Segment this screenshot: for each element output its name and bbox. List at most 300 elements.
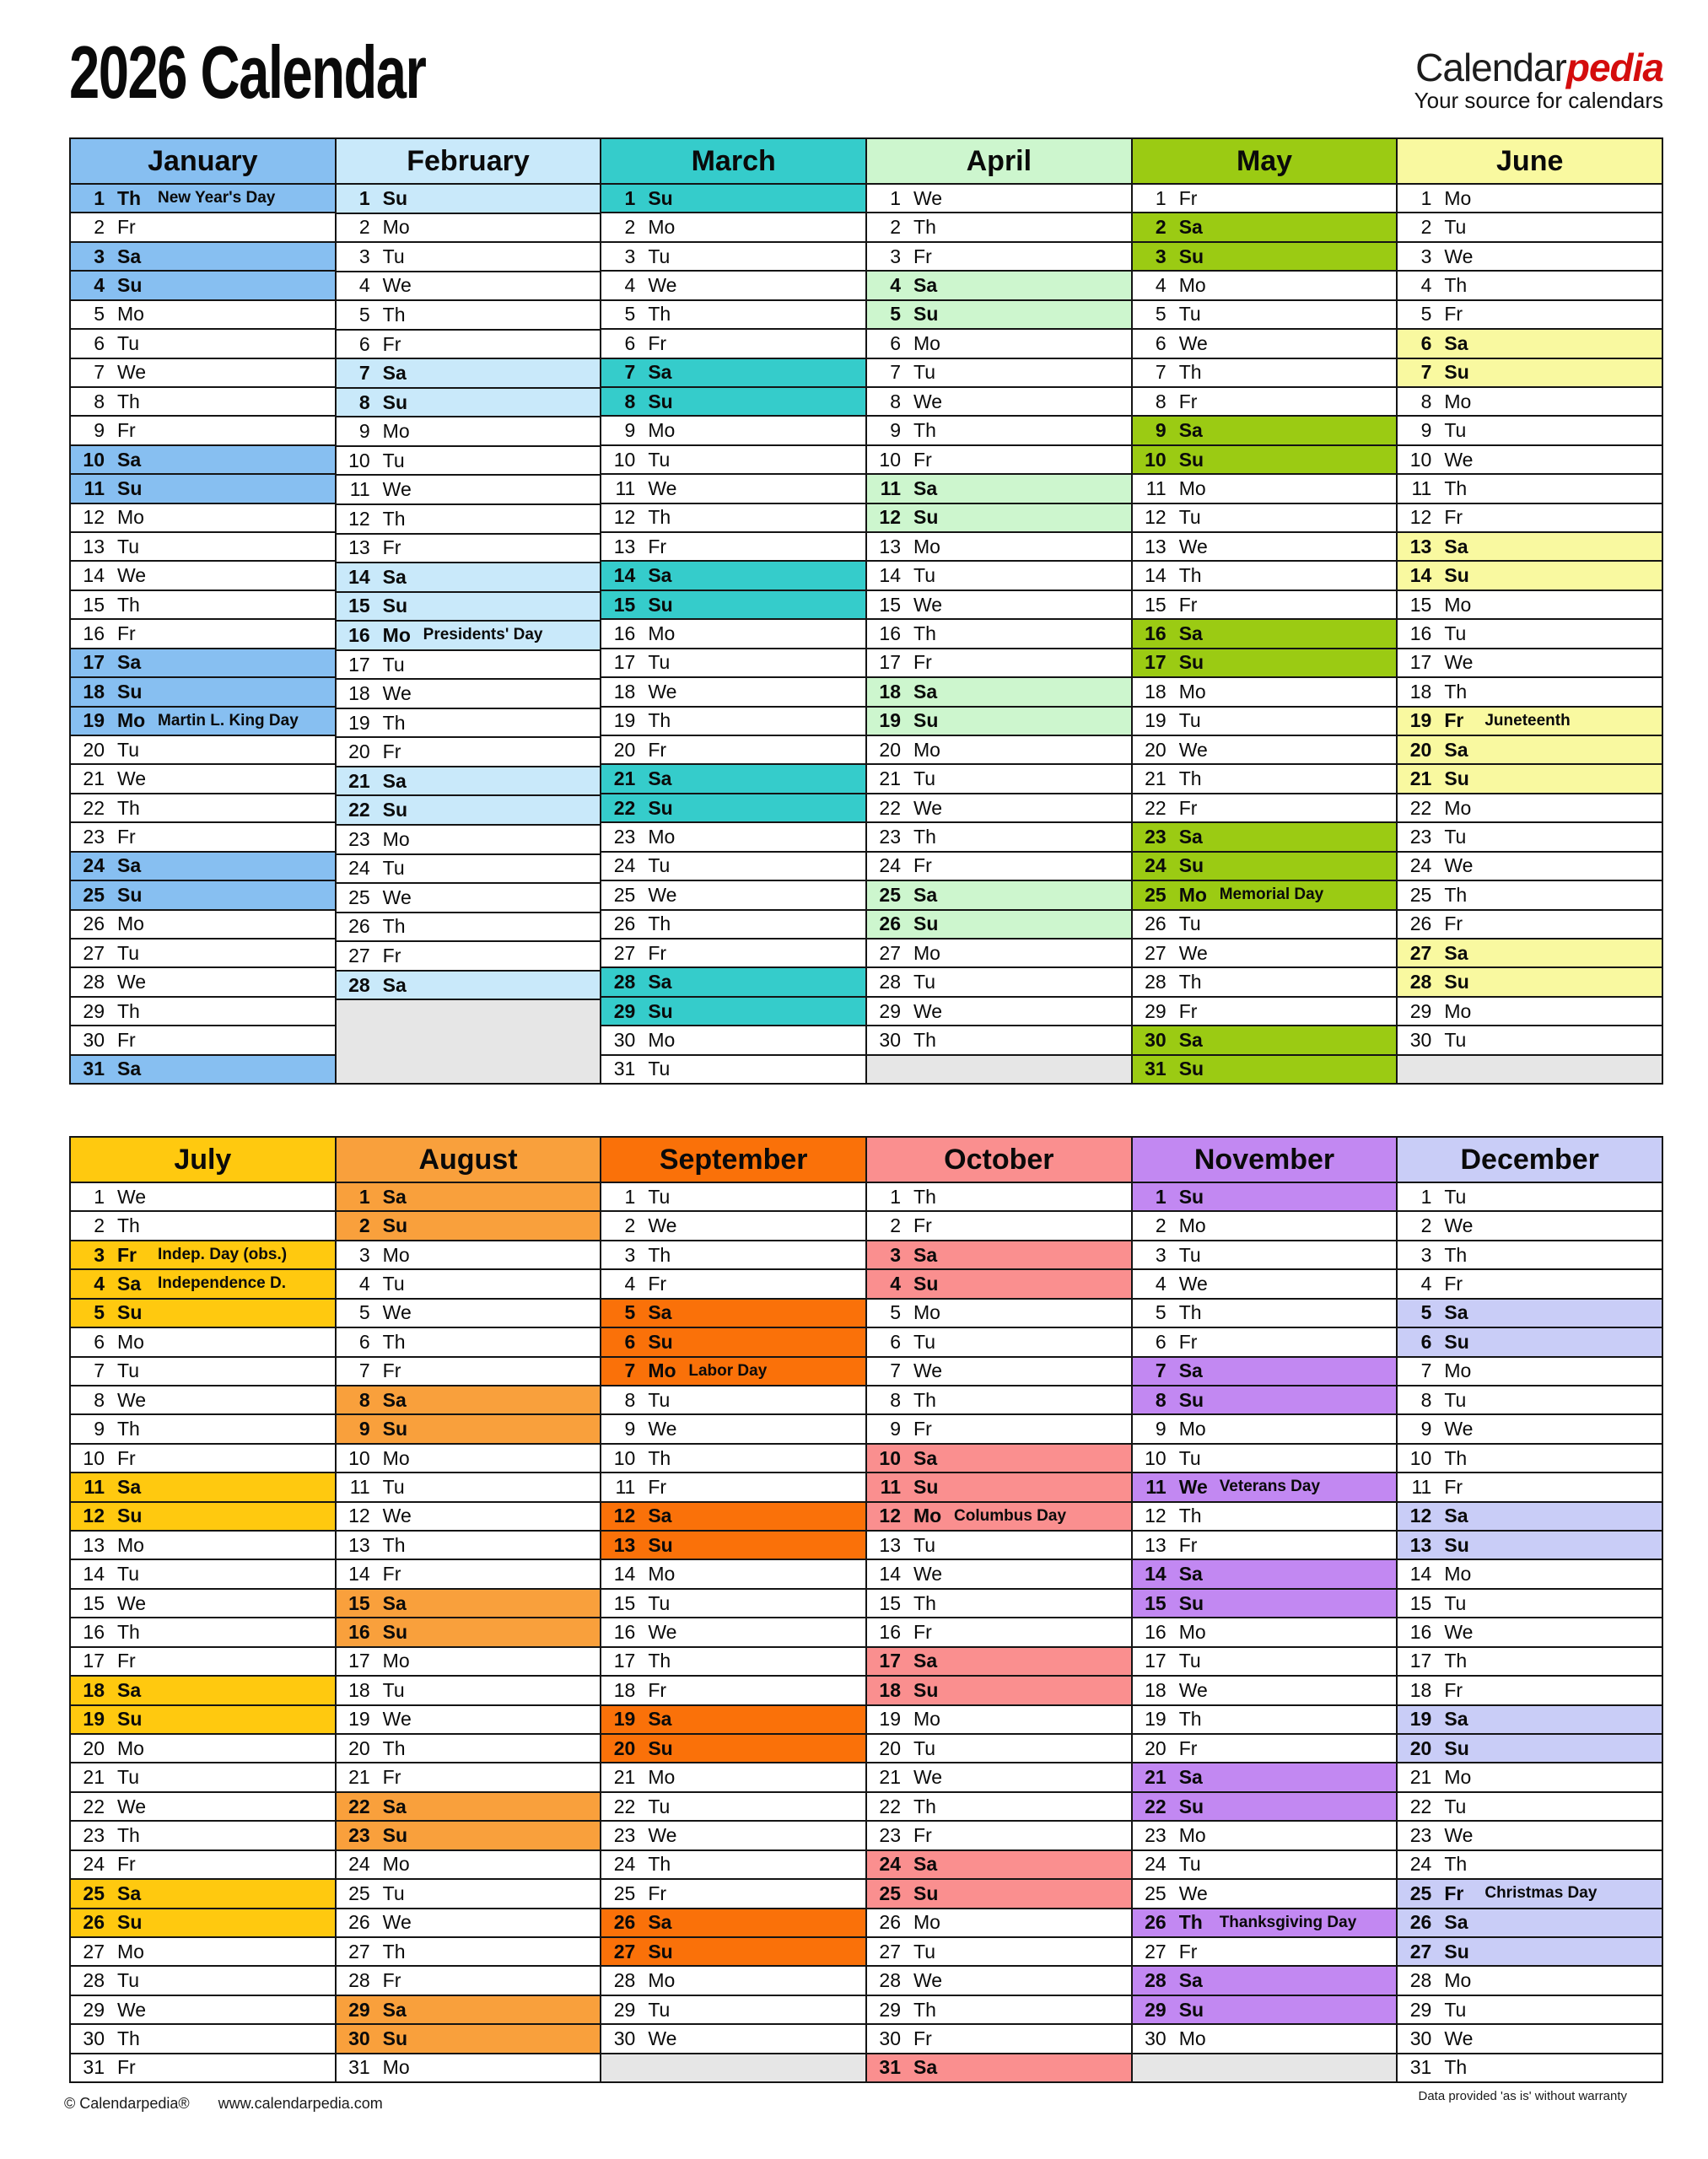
day-of-week: We [913, 390, 943, 412]
day-cell-november-12 [1133, 1503, 1397, 1532]
day-number: 26 [348, 1911, 370, 1934]
day-cell-march-13 [601, 533, 865, 562]
day-number: 19 [613, 1708, 636, 1731]
day-of-week: Th [913, 1388, 936, 1411]
day-of-week: We [382, 886, 412, 908]
day-number: 6 [890, 1330, 902, 1353]
day-number: 26 [613, 1911, 636, 1934]
day-cell-september-24 [601, 1851, 865, 1880]
day-number: 13 [83, 1533, 105, 1556]
day-number: 21 [879, 1766, 902, 1789]
day-of-week: Tu [1444, 216, 1467, 239]
day-cell-january-18 [71, 678, 335, 707]
day-of-week: Fr [913, 1823, 932, 1846]
day-cell-june-2 [1398, 213, 1662, 242]
day-number: 17 [348, 653, 370, 676]
day-cell-may-18 [1133, 678, 1397, 707]
day-of-week: Su [1178, 1388, 1204, 1411]
day-cell-may-15 [1133, 591, 1397, 620]
day-number: 22 [1409, 796, 1432, 819]
day-of-week: Th [117, 593, 140, 616]
day-number: 19 [879, 709, 902, 732]
day-of-week: Fr [1444, 506, 1463, 529]
day-number: 30 [879, 1028, 902, 1051]
day-cell-february-11 [337, 476, 601, 505]
day-number: 17 [1409, 1650, 1432, 1672]
day-cell-may-16 [1133, 620, 1397, 649]
day-of-week: Th [913, 1028, 936, 1051]
day-number: 18 [1145, 680, 1167, 703]
day-of-week: We [1178, 331, 1208, 354]
day-cell-march-20 [601, 736, 865, 765]
day-of-week: We [117, 1185, 147, 1208]
day-number: 17 [1145, 651, 1167, 674]
day-cell-november-18 [1133, 1677, 1397, 1705]
day-number: 7 [94, 1359, 105, 1382]
day-number: 27 [1145, 1940, 1167, 1962]
day-cell-december-6 [1398, 1328, 1662, 1357]
day-cell-april-28 [867, 968, 1131, 997]
day-number: 27 [1145, 941, 1167, 964]
day-of-week: Fr [1444, 1475, 1463, 1498]
day-of-week: Su [1444, 1940, 1469, 1962]
day-cell-november-11 [1133, 1473, 1397, 1502]
day-number: 28 [348, 973, 370, 996]
day-cell-april-25 [867, 881, 1131, 910]
day-cell-february-20 [337, 738, 601, 767]
day-cell-september-21 [601, 1763, 865, 1792]
day-number: 17 [1409, 651, 1432, 674]
day-of-week: Tu [648, 245, 671, 267]
day-cell-march-4 [601, 272, 865, 300]
day-cell-may-30 [1133, 1026, 1397, 1055]
day-cell-october-13 [867, 1532, 1131, 1560]
day-cell-june-7 [1398, 359, 1662, 388]
day-of-week: Fr [117, 825, 136, 848]
day-number: 2 [94, 216, 105, 239]
day-of-week: We [382, 1301, 412, 1324]
website-text: www.calendarpedia.com [218, 2095, 383, 2112]
day-cell-december-24 [1398, 1851, 1662, 1880]
day-number: 11 [84, 476, 105, 499]
day-cell-july-9 [71, 1415, 335, 1444]
logo-tagline: Your source for calendars [1414, 88, 1663, 114]
day-of-week: Su [1178, 448, 1204, 471]
day-cell-june-3 [1398, 243, 1662, 272]
holiday-label: Presidents' Day [423, 626, 543, 644]
day-of-week: We [913, 1969, 943, 1992]
day-number: 21 [1145, 767, 1167, 790]
month-header-august: August [337, 1138, 601, 1183]
day-cell-december-31 [1398, 2054, 1662, 2081]
day-of-week: Mo [117, 506, 144, 529]
day-cell-july-2 [71, 1212, 335, 1241]
day-of-week: Tu [382, 245, 405, 267]
day-of-week: Th [648, 1446, 671, 1469]
day-cell-august-24 [337, 1851, 601, 1880]
day-number: 11 [880, 476, 902, 499]
month-december [1396, 1138, 1662, 2081]
day-of-week: Mo [648, 1563, 676, 1586]
day-cell-february-17 [337, 651, 601, 681]
day-of-week: Sa [382, 1185, 407, 1208]
day-of-week: Sa [117, 651, 142, 674]
holiday-label: Veterans Day [1219, 1478, 1321, 1496]
day-of-week: Tu [117, 1563, 139, 1586]
day-of-week: Tu [648, 1591, 671, 1614]
day-cell-february-28 [337, 972, 601, 1001]
day-number: 3 [1420, 245, 1432, 267]
day-of-week: Sa [648, 1505, 672, 1527]
day-number: 2 [358, 1214, 370, 1237]
day-number: 2 [624, 216, 636, 239]
day-cell-august-8 [337, 1386, 601, 1415]
day-number: 5 [358, 1301, 370, 1324]
day-of-week: Sa [382, 565, 407, 588]
day-of-week: Mo [117, 1736, 144, 1759]
day-number: 11 [1411, 1475, 1432, 1498]
day-of-week: We [1178, 1678, 1208, 1701]
day-cell-september-27 [601, 1938, 865, 1967]
day-cell-july-23 [71, 1822, 335, 1850]
day-number: 7 [1420, 1359, 1432, 1382]
logo-text-red: pedia [1565, 46, 1663, 89]
day-cell-june-4 [1398, 272, 1662, 300]
day-number: 16 [613, 1621, 636, 1644]
day-cell-july-11 [71, 1473, 335, 1502]
day-number: 7 [1155, 361, 1167, 384]
day-cell-january-23 [71, 823, 335, 852]
day-of-week: We [1444, 854, 1474, 877]
day-cell-december-4 [1398, 1270, 1662, 1299]
day-cell-november-19 [1133, 1706, 1397, 1735]
day-of-week: We [1444, 245, 1474, 267]
day-number: 15 [1145, 1591, 1167, 1614]
day-of-week: We [117, 564, 147, 587]
day-cell-september-12 [601, 1503, 865, 1532]
day-number: 4 [94, 273, 105, 296]
day-number: 9 [94, 419, 105, 442]
day-cell-november-28 [1133, 1967, 1397, 1995]
month-september [600, 1138, 865, 2081]
day-number: 1 [890, 186, 902, 209]
day-of-week: Tu [913, 361, 936, 384]
month-header-june: June [1398, 139, 1662, 185]
day-of-week: Th [382, 711, 406, 734]
day-number: 2 [890, 216, 902, 239]
day-of-week: Mo [648, 1969, 676, 1992]
day-of-week: Th [1178, 1505, 1202, 1527]
day-cell-august-1 [337, 1183, 601, 1212]
day-number: 14 [83, 1563, 105, 1586]
month-header-may: May [1133, 139, 1397, 185]
day-of-week: Sa [913, 273, 938, 296]
day-of-week: Tu [382, 653, 405, 676]
day-number: 30 [1145, 2027, 1167, 2049]
day-of-week: We [913, 1563, 943, 1586]
day-of-week: Tu [913, 971, 936, 993]
day-number: 26 [1409, 913, 1432, 935]
day-cell-january-17 [71, 649, 335, 678]
day-of-week: Tu [648, 1998, 671, 2021]
day-of-week: Mo [117, 1533, 144, 1556]
day-of-week: Sa [1444, 1708, 1468, 1731]
day-number: 21 [348, 769, 370, 792]
day-cell-april-3 [867, 243, 1131, 272]
day-of-week: Fr [1178, 1736, 1198, 1759]
day-cell-august-13 [337, 1532, 601, 1560]
day-number: 28 [879, 1969, 902, 1992]
day-of-week: Mo [913, 738, 940, 761]
day-number: 1 [358, 1185, 370, 1208]
day-cell-may-12 [1133, 504, 1397, 533]
day-cell-june-11 [1398, 475, 1662, 503]
copyright-text: © Calendarpedia® [64, 2095, 190, 2112]
day-of-week: Fr [117, 1243, 137, 1266]
day-number: 14 [613, 1563, 636, 1586]
day-number: 12 [613, 1505, 636, 1527]
holiday-label: Martin L. King Day [158, 711, 299, 730]
day-cell-october-30 [867, 2025, 1131, 2054]
day-cell-april-13 [867, 533, 1131, 562]
day-of-week: Mo [648, 1359, 676, 1382]
day-number: 15 [1409, 1591, 1432, 1614]
day-cell-april-18 [867, 678, 1131, 707]
day-number: 24 [613, 854, 636, 877]
day-of-week: Sa [913, 680, 938, 703]
holiday-label: Columbus Day [954, 1506, 1067, 1525]
day-number: 5 [94, 1301, 105, 1324]
day-cell-february-22 [337, 796, 601, 826]
day-number: 11 [1145, 476, 1167, 499]
day-number: 22 [613, 796, 636, 819]
day-of-week: Mo [1178, 476, 1206, 499]
day-number: 26 [1145, 1911, 1167, 1934]
day-number: 13 [348, 536, 370, 559]
day-of-week: Sa [913, 1243, 938, 1266]
day-cell-may-9 [1133, 417, 1397, 445]
day-cell-august-6 [337, 1328, 601, 1357]
day-cell-august-28 [337, 1967, 601, 1995]
day-of-week: We [913, 593, 943, 616]
day-number: 1 [624, 1185, 636, 1208]
day-cell-june-28 [1398, 968, 1662, 997]
day-cell-june-24 [1398, 853, 1662, 881]
day-of-week: We [648, 883, 677, 906]
month-october [865, 1138, 1131, 2081]
day-of-week: Tu [382, 1882, 405, 1904]
day-number: 20 [1409, 738, 1432, 761]
day-cell-april-7 [867, 359, 1131, 388]
day-cell-july-12 [71, 1503, 335, 1532]
day-of-week: Mo [913, 535, 940, 557]
day-number: 25 [348, 1882, 370, 1904]
day-number: 27 [613, 941, 636, 964]
day-of-week: Su [117, 1708, 143, 1731]
day-number: 9 [1420, 1418, 1432, 1440]
day-of-week: Sa [1178, 1766, 1203, 1789]
day-cell-january-1 [71, 185, 335, 213]
day-number: 11 [615, 476, 636, 499]
day-of-week: We [913, 1359, 943, 1382]
day-number: 24 [613, 1853, 636, 1876]
day-of-week: Su [1444, 1330, 1469, 1353]
day-of-week: We [1444, 1418, 1474, 1440]
day-of-week: Mo [1178, 1823, 1206, 1846]
day-of-week: We [648, 1621, 677, 1644]
day-number: 31 [83, 2056, 105, 2079]
day-number: 5 [890, 303, 902, 326]
month-august [335, 1138, 601, 2081]
day-of-week: Tu [648, 448, 671, 471]
day-cell-september-9 [601, 1415, 865, 1444]
day-cell-october-3 [867, 1241, 1131, 1270]
day-number: 5 [624, 303, 636, 326]
day-cell-march-12 [601, 504, 865, 533]
day-number: 4 [890, 273, 902, 296]
day-cell-november-13 [1133, 1532, 1397, 1560]
day-cell-march-7 [601, 359, 865, 388]
day-cell-february-1 [337, 185, 601, 214]
day-of-week: Su [117, 883, 143, 906]
day-cell-october-6 [867, 1328, 1131, 1357]
day-of-week: Fr [913, 448, 932, 471]
day-cell-october-27 [867, 1938, 1131, 1967]
day-of-week: Fr [382, 1359, 401, 1382]
day-cell-october-22 [867, 1793, 1131, 1822]
day-number: 27 [348, 944, 370, 966]
day-cell-march-31 [601, 1056, 865, 1083]
day-cell-may-4 [1133, 272, 1397, 300]
day-cell-december-26 [1398, 1909, 1662, 1938]
day-number: 4 [1420, 1272, 1432, 1295]
day-of-week: Su [1178, 1058, 1204, 1080]
day-cell-september-22 [601, 1793, 865, 1822]
day-of-week: Mo [648, 419, 676, 442]
day-of-week: Th [1444, 883, 1468, 906]
logo-wordmark [1414, 47, 1663, 88]
day-of-week: Tu [1444, 1795, 1467, 1817]
day-of-week: Fr [117, 419, 136, 442]
day-cell-july-10 [71, 1445, 335, 1473]
day-cell-february-13 [337, 535, 601, 564]
day-number: 30 [1409, 1028, 1432, 1051]
day-cell-august-10 [337, 1445, 601, 1473]
day-of-week: Th [1178, 1911, 1203, 1934]
day-number: 7 [94, 361, 105, 384]
day-cell-march-30 [601, 1026, 865, 1055]
day-of-week: Fr [117, 1853, 136, 1876]
day-number: 29 [1409, 999, 1432, 1022]
day-cell-may-22 [1133, 794, 1397, 823]
day-number: 25 [1409, 883, 1432, 906]
day-cell-june-23 [1398, 823, 1662, 852]
day-of-week: Fr [648, 1678, 667, 1701]
day-number: 6 [624, 1330, 636, 1353]
day-of-week: Sa [382, 1795, 407, 1817]
day-cell-october-4 [867, 1270, 1131, 1299]
month-june [1396, 139, 1662, 1083]
day-cell-july-5 [71, 1300, 335, 1328]
holiday-label: Juneteenth [1484, 711, 1571, 730]
day-number: 22 [1145, 1795, 1167, 1817]
day-number: 16 [348, 623, 370, 646]
day-number: 6 [1155, 331, 1167, 354]
day-cell-january-13 [71, 533, 335, 562]
day-cell-july-1 [71, 1183, 335, 1212]
day-number: 12 [1145, 1505, 1167, 1527]
day-cell-november-23 [1133, 1822, 1397, 1850]
day-of-week: Tu [1178, 1446, 1201, 1469]
day-cell-may-28 [1133, 968, 1397, 997]
day-cell-november-15 [1133, 1590, 1397, 1618]
day-of-week: We [648, 680, 677, 703]
day-of-week: Su [1178, 651, 1204, 674]
day-of-week: We [117, 1998, 147, 2021]
month-header-march: March [601, 139, 865, 185]
day-cell-october-21 [867, 1763, 1131, 1792]
day-of-week: Su [913, 913, 939, 935]
day-of-week: Sa [913, 1446, 938, 1469]
day-number: 14 [613, 564, 636, 587]
day-cell-march-15 [601, 591, 865, 620]
day-number: 28 [348, 1969, 370, 1992]
day-number: 25 [1145, 1882, 1167, 1904]
day-cell-july-25 [71, 1880, 335, 1909]
day-of-week: Mo [1178, 1214, 1206, 1237]
day-of-week: Mo [648, 1766, 676, 1789]
day-number: 19 [613, 709, 636, 732]
day-cell-december-7 [1398, 1358, 1662, 1386]
day-of-week: We [648, 2027, 677, 2049]
day-number: 30 [879, 2027, 902, 2049]
day-of-week: Mo [1444, 999, 1472, 1022]
day-number: 27 [83, 941, 105, 964]
day-of-week: Tu [648, 854, 671, 877]
day-of-week: Su [648, 1330, 673, 1353]
day-cell-may-6 [1133, 330, 1397, 358]
page-header [69, 30, 1663, 143]
day-of-week: Tu [1444, 419, 1467, 442]
day-cell-june-29 [1398, 998, 1662, 1026]
day-number: 15 [348, 595, 370, 617]
day-cell-june-12 [1398, 504, 1662, 533]
day-cell-july-8 [71, 1386, 335, 1415]
day-cell-april-19 [867, 708, 1131, 736]
month-february [335, 139, 601, 1083]
day-of-week: Mo [648, 1028, 676, 1051]
day-of-week: Fr [1178, 1533, 1198, 1556]
day-of-week: Sa [117, 448, 142, 471]
day-of-week: Tu [648, 1185, 671, 1208]
day-cell-november-2 [1133, 1212, 1397, 1241]
day-cell-june-9 [1398, 417, 1662, 445]
day-cell-march-26 [601, 911, 865, 940]
day-of-week: Sa [117, 1882, 142, 1904]
day-cell-november-24 [1133, 1851, 1397, 1880]
day-of-week: Sa [117, 1058, 142, 1080]
day-number: 28 [83, 1969, 105, 1992]
day-number: 15 [613, 593, 636, 616]
day-cell-february-8 [337, 389, 601, 418]
day-cell-august-5 [337, 1300, 601, 1328]
day-of-week: Mo [1444, 186, 1472, 209]
day-number: 11 [349, 478, 370, 501]
day-number: 8 [890, 390, 902, 412]
day-cell-december-13 [1398, 1532, 1662, 1560]
day-of-week: We [382, 1505, 412, 1527]
day-of-week: Mo [913, 331, 940, 354]
